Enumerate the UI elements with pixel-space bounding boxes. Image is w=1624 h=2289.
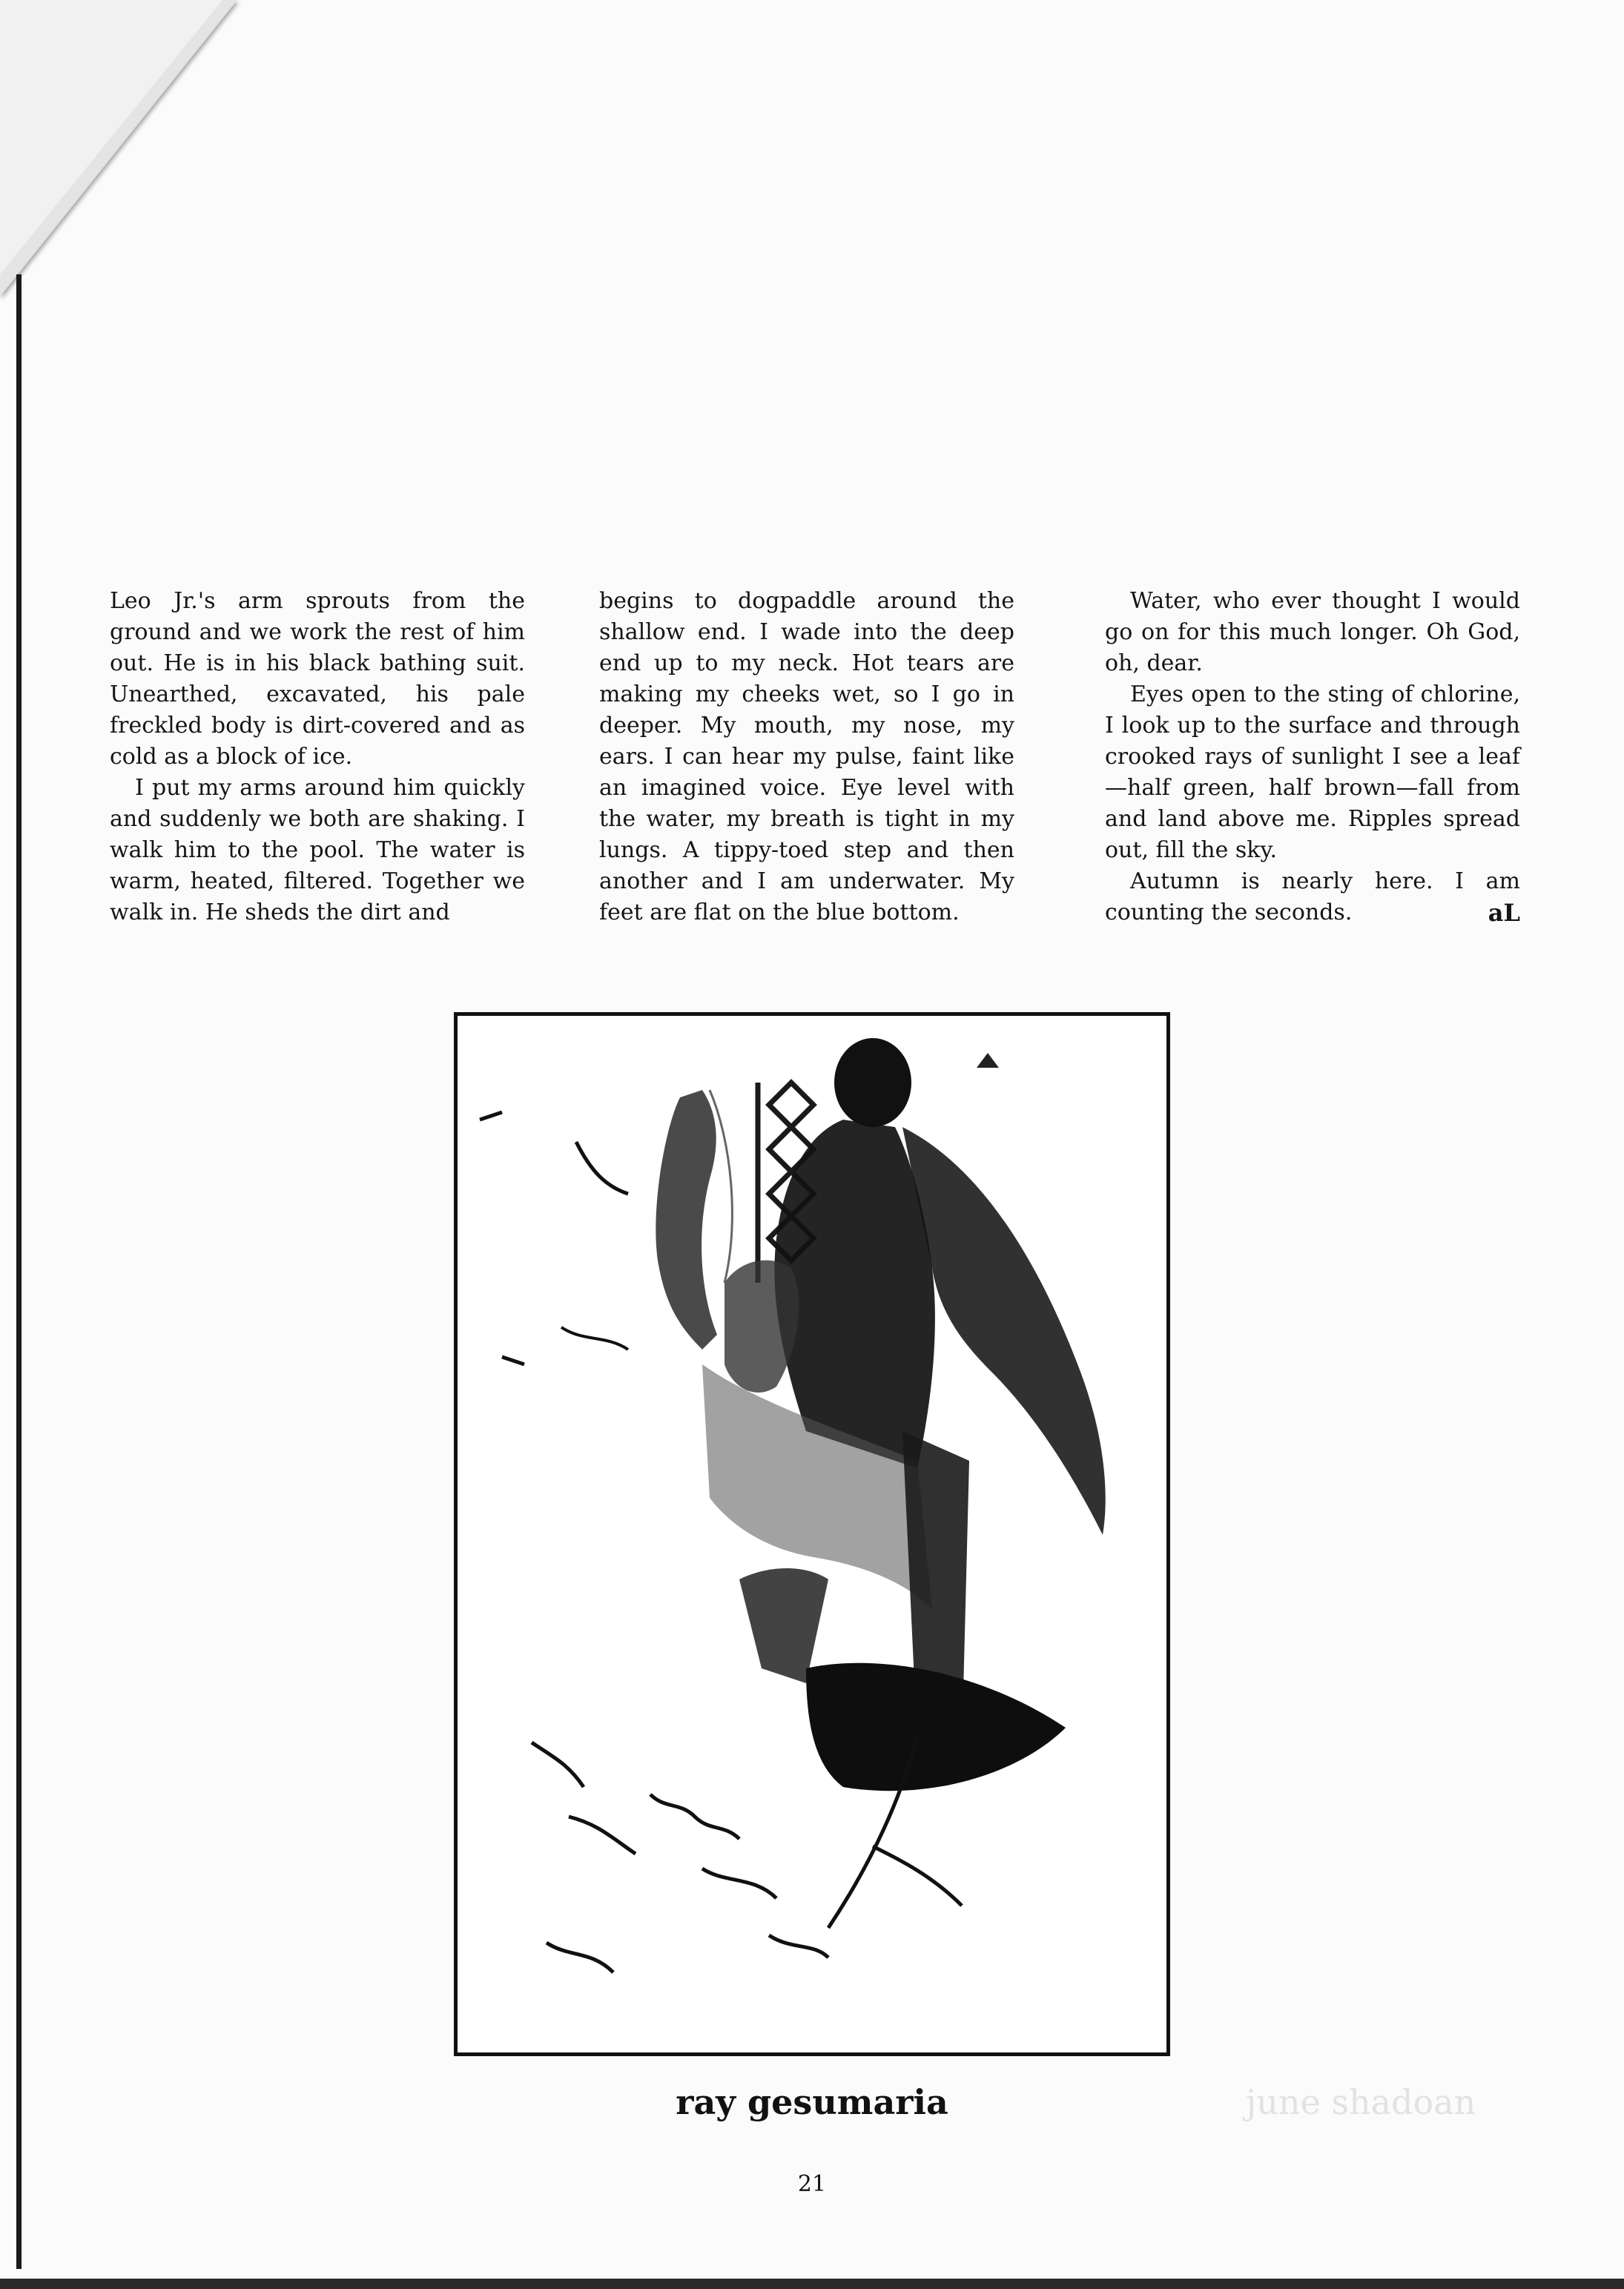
paragraph-text: Autumn is nearly here. I am counting the seconds. [1105, 868, 1520, 925]
paragraph: begins to dogpaddle around the shallow end. I wade into the deep end up to my neck. Hot tears are making my cheeks wet, so I go in deeper. My mouth, my nose, my ears. I can hear my pulse, faint like an imagined voice. Eye level with the water, my breath is tight in my lungs. A tippy-toed step and then another and I am underwater. My feet are flat on the blue bottom. [599, 588, 1014, 925]
bleed-through-caption: june shadoan [1246, 2082, 1476, 2122]
binding-edge [16, 274, 22, 2269]
paragraph: Water, who ever thought I would go on for this much longer. Oh God, oh, dear. [1105, 588, 1520, 676]
artwork-caption: ray gesumaria [676, 2082, 948, 2122]
ink-drawing-figure-icon [458, 1016, 1166, 2052]
paragraph: Eyes open to the sting of chlorine, I look up to the surface and through crooked rays of sunlight I see a leaf—half green, half brown—fall from and land above me. Ripples spread out, fill the sky. [1105, 681, 1520, 863]
paragraph: Leo Jr.'s arm sprouts from the ground and we work the rest of him out. He is in his black bathing suit. Unearthed, excavated, his pale freckled body is dirt-covered and as cold as a block of ice. [110, 588, 525, 770]
artwork-frame [454, 1012, 1170, 2056]
page-number: 21 [797, 2171, 827, 2197]
paragraph: I put my arms around him quickly and suddenly we both are shaking. I walk him to the pool. The water is warm, heated, filtered. Together we walk in. He sheds the dirt and [110, 775, 525, 925]
author-initials: aL [1488, 899, 1520, 927]
text-column-2 [599, 586, 1014, 928]
page-bottom-edge [0, 2279, 1624, 2289]
text-column-1 [110, 586, 525, 928]
paragraph [1105, 866, 1520, 928]
page-corner-shade [0, 0, 222, 274]
text-column-3 [1105, 586, 1520, 928]
